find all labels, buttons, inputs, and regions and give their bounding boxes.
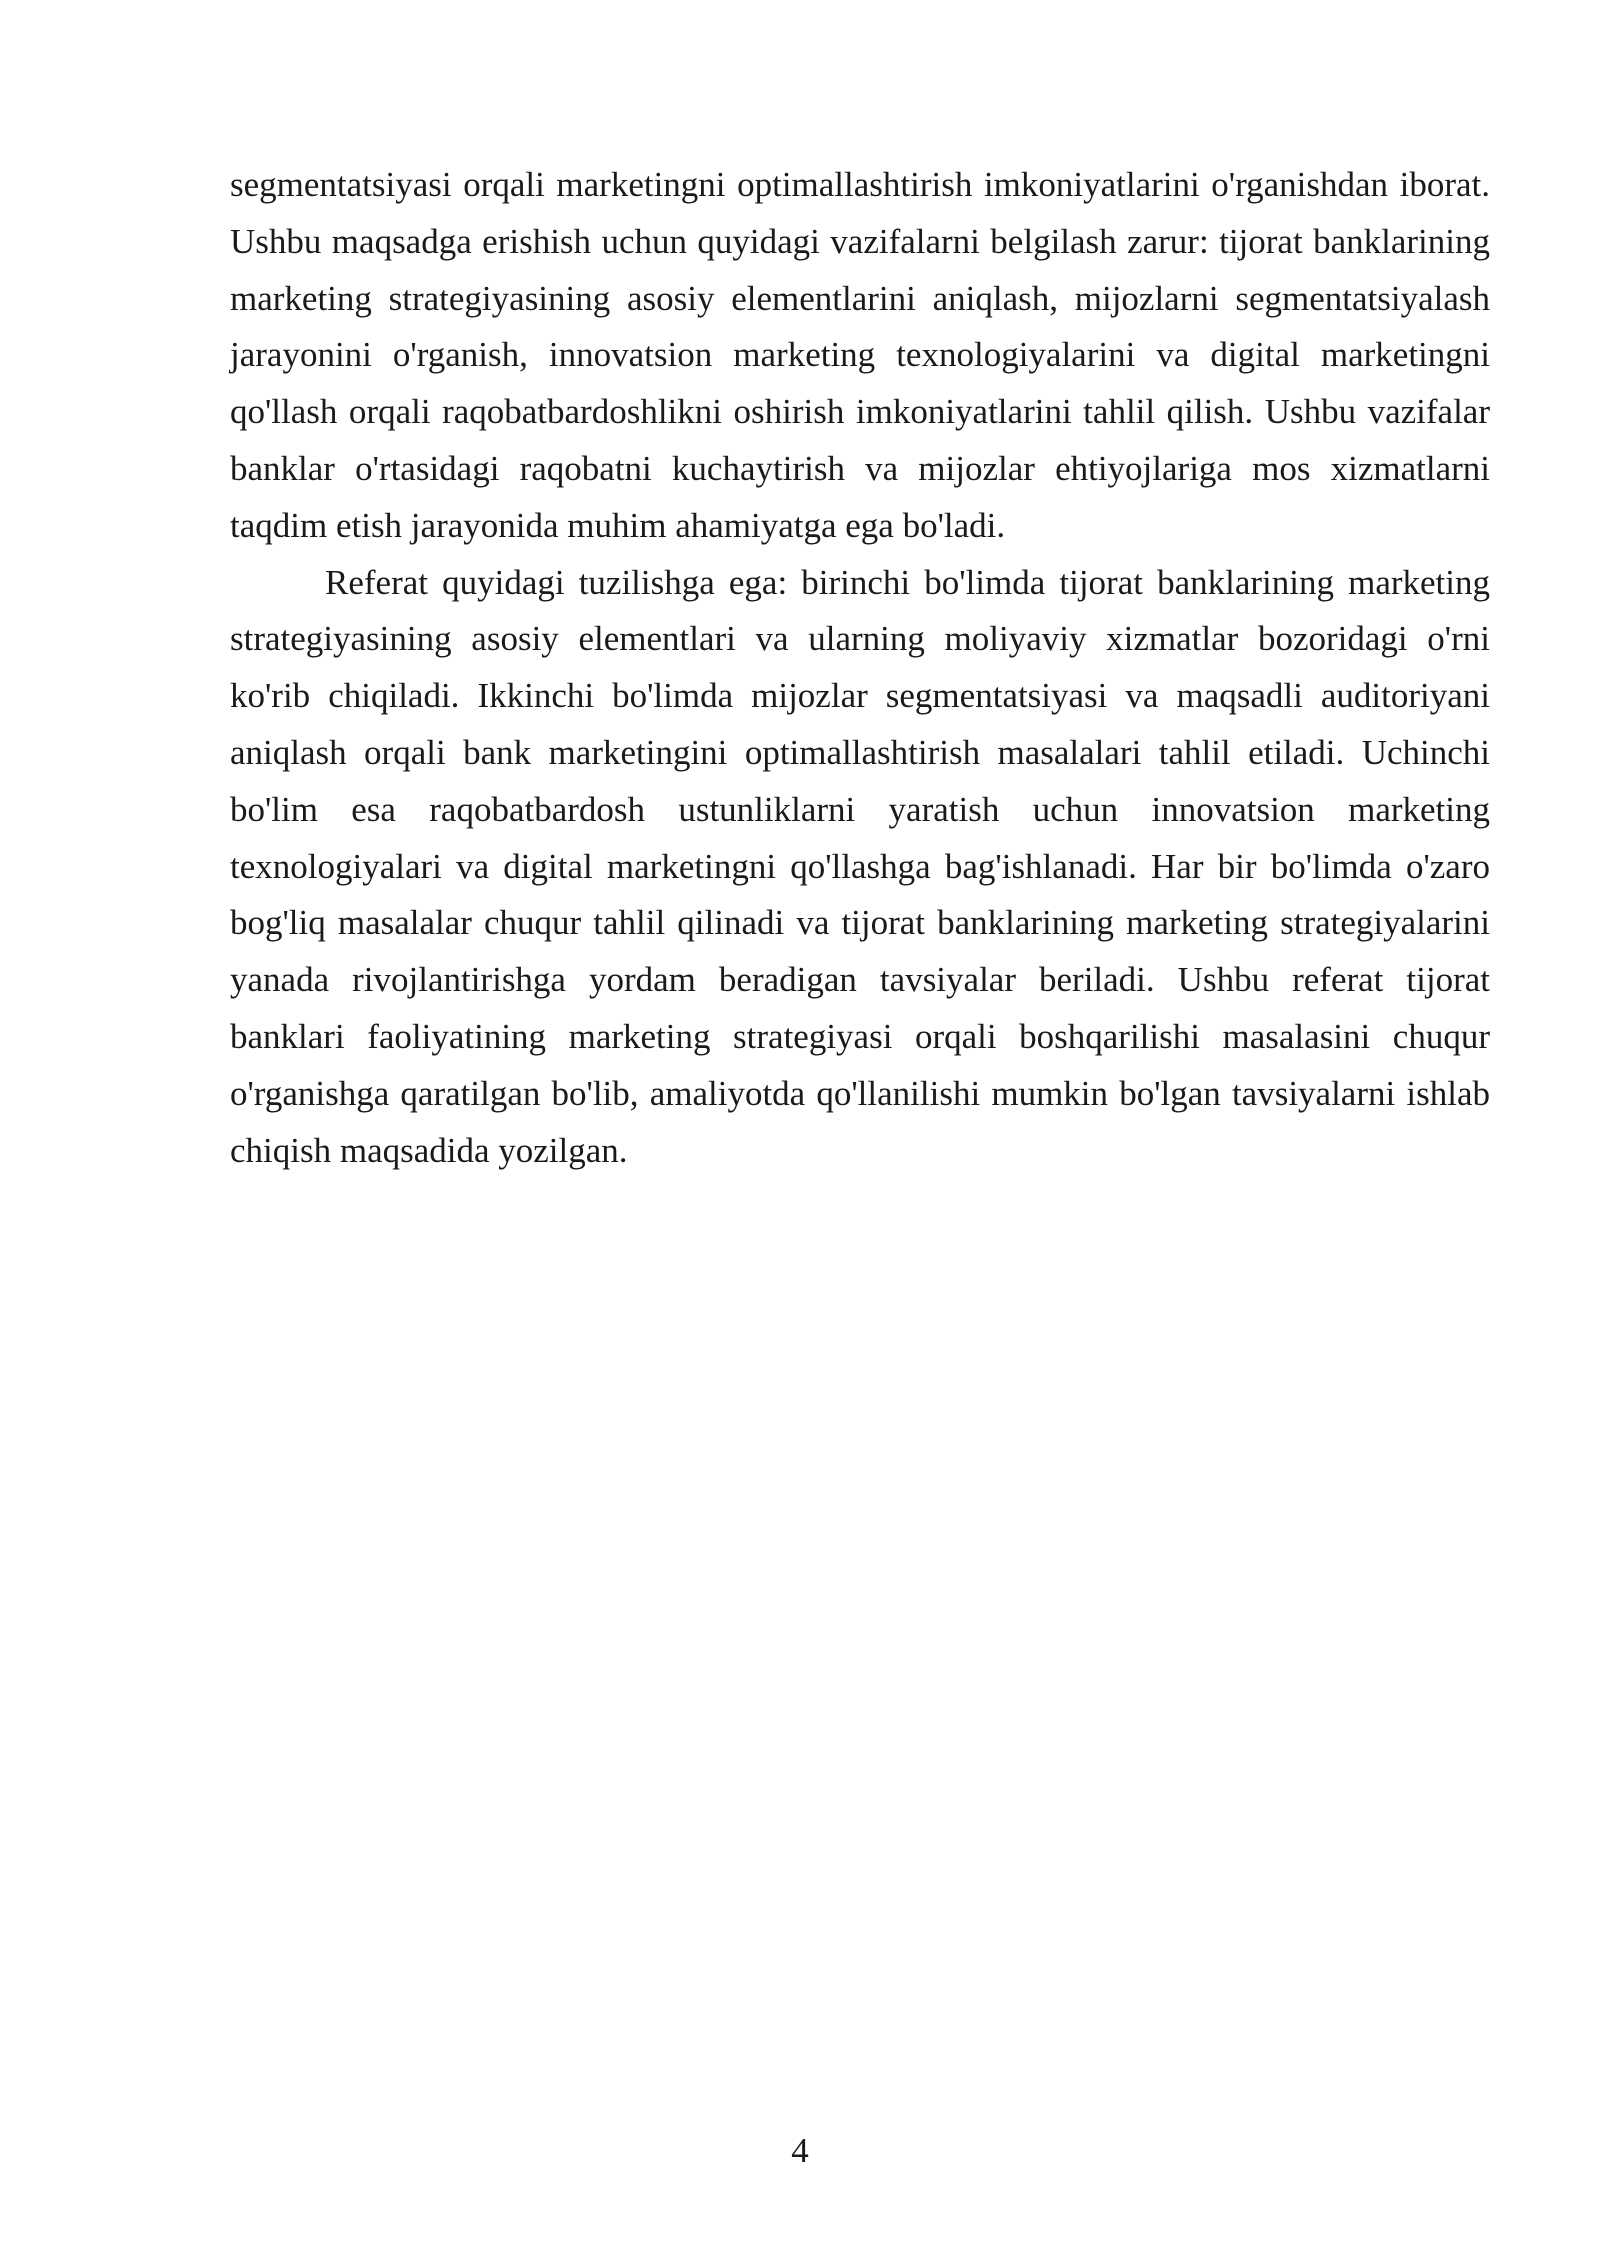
paragraph-structure: Referat quyidagi tuzilishga ega: birinchi bo'limda tijorat banklarining marketing strategiyasining asosiy elementlari va ularning moliyaviy xizmatlar bozoridagi o'rni ko'rib chiqiladi. Ikkinchi bo'limda mijozlar segmentatsiyasi va maqsadli auditoriyani aniqlash orqali bank marketingini optimallashtirish masalalari tahlil etiladi. Uchinchi bo'lim esa raqobatbardosh ustunliklarni yaratish uchun innovatsion marketing texnologiyalari va digital marketingni qo'llashga bag'ishlanadi. Har bir bo'limda o'zaro bog'liq masalalar chuqur tahlil qilinadi va tijorat banklarining marketing strategiyalarini yanada rivojlantirishga yordam beradigan tavsiyalar beriladi. Ushbu referat tijorat banklari faoliyatining marketing strategiyasi orqali boshqarilishi masalasini chuqur o'rganishga qaratilgan bo'lib, amaliyotda qo'llanilishi mumkin bo'lgan tavsiyalarni ishlab chiqish maqsadida yozilgan. [230,562,1490,1170]
page-number: 4 [791,2131,809,2170]
paragraph-continued: segmentatsiyasi orqali marketingni optimallashtirish imkoniyatlarini o'rganishdan iborat. Ushbu maqsadga erishish uchun quyidagi vazifalarni belgilash zarur: tijorat banklarining marketing strategiyasining asosiy elementlarini aniqlash, mijozlarni segmentatsiyalash jarayonini o'rganish, innovatsion marketing texnologiyalarini va digital marketingni qo'llash orqali raqobatbardoshlikni oshirish imkoniyatlarini tahlil qilish. Ushbu vazifalar banklar o'rtasidagi raqobatni kuchaytirish va mijozlar ehtiyojlariga mos xizmatlarni taqdim etish jarayonida muhim ahamiyatga ega bo'ladi. [230,165,1490,545]
body-text [230,157,1490,1179]
